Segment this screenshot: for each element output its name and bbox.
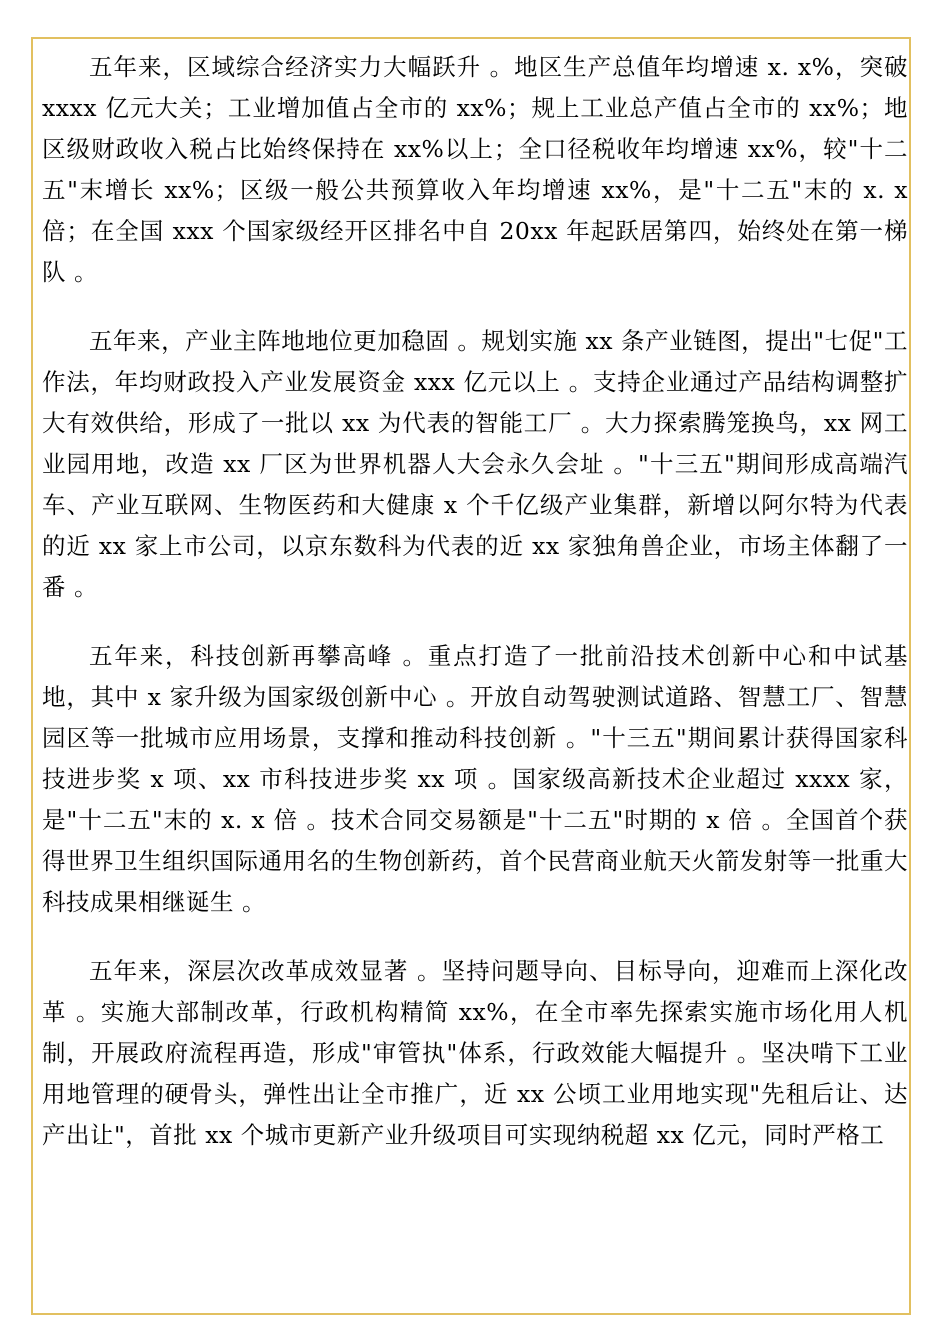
paragraph-reform-results: 五年来，深层次改革成效显著 。坚持问题导向、目标导向，迎难而上深化改革 。实施大部制改革，行政机构精简 xx%，在全市率先探索实施市场化用人机制，开展政府流程再造，形成"审管执"体系，行政效能大幅提升 。坚决啃下工业用地管理的硬骨头，弹性出让全市推广，近 xx 公顷工业用地实现"先租后让、达产出让"，首批 xx 个城市更新产业升级项目可实现纳税超 xx 亿元，同时严格工 <box>42 957 908 1149</box>
paragraph-industry-position: 五年来，产业主阵地地位更加稳固 。规划实施 xx 条产业链图，提出"七促"工作法，年均财政投入产业发展资金 xxx 亿元以上 。支持企业通过产品结构调整扩大有效供给，形成了一批以 xx 为代表的智能工厂 。大力探索腾笼换鸟，xx 网工业园用地，改造 xx 厂区为世界机器人大会永久会址 。"十三五"期间形成高端汽车、产业互联网、生物医药和大健康 x 个千亿级产业集群，新增以阿尔特为代表的近 xx 家上市公司，以京东数科为代表的近 xx 家独角兽企业，市场主体翻了一番 。 <box>42 327 908 601</box>
paragraph-tech-innovation: 五年来，科技创新再攀高峰 。重点打造了一批前沿技术创新中心和中试基地，其中 x 家升级为国家级创新中心 。开放自动驾驶测试道路、智慧工厂、智慧园区等一批城市应用场景，支撑和推动科技创新 。"十三五"期间累计获得国家科技进步奖 x 项、xx 市科技进步奖 xx 项 。国家级高新技术企业超过 xxxx 家，是"十二五"末的 x. x 倍 。技术合同交易额是"十二五"时期的 x 倍 。全国首个获得世界卫生组织国际通用名的生物创新药，首个民营商业航天火箭发射等一批重大科技成果相继诞生 。 <box>42 642 908 916</box>
paragraph-economic-strength: 五年来，区域综合经济实力大幅跃升 。地区生产总值年均增速 x. x%，突破 xxxx 亿元大关；工业增加值占全市的 xx%；规上工业总产值占全市的 xx%；地区级财政收入税占比始终保持在 xx%以上；全口径税收年均增速 xx%，较"十二五"末增长 xx%；区级一般公共预算收入年均增速 xx%，是"十二五"末的 x. x 倍；在全国 xxx 个国家级经开区排名中自 20xx 年起跃居第四，始终处在第一梯队 。 <box>42 53 908 286</box>
document-body <box>42 47 908 1184</box>
